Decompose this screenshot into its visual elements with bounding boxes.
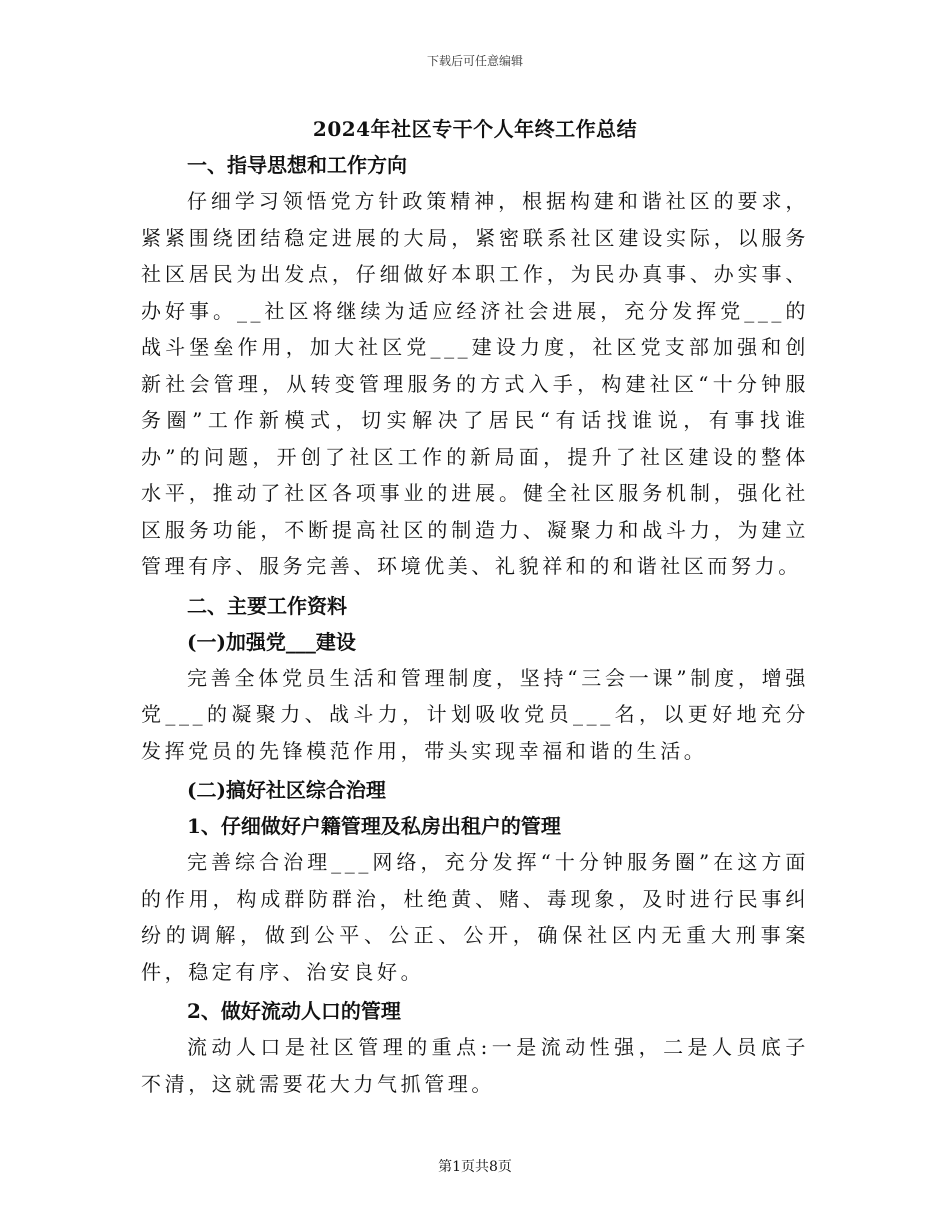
paragraph: 仔细学习领悟党方针政策精神，根据构建和谐社区的要求，紧紧围绕团结稳定进展的大局，紧密联系社区建设实际，以服务社区居民为出发点，仔细做好本职工作，为民办真事、办实事、办好事。__社区将继续为适应经济社会进展，充分发挥党___的战斗堡垒作用，加大社区党___建设力度，社区党支部加强和创新社会管理，从转变管理服务的方式入手，构建社区“十分钟服务圈”工作新模式，切实解决了居民“有话找谁说，有事找谁办”的问题，开创了社区工作的新局面，提升了社区建设的整体水平，推动了社区各项事业的进展。健全社区服务机制，强化社区服务功能，不断提高社区的制造力、凝聚力和战斗力，为建立管理有序、服务完善、环境优美、礼貌祥和的和谐社区而努力。: [141, 189, 809, 578]
paragraph: 完善全体党员生活和管理制度，坚持“三会一课”制度，增强党___的凝聚力、战斗力，计划吸收党员___名，以更好地充分发挥党员的先锋模范作用，带头实现幸福和谐的生活。: [141, 665, 809, 763]
page-title: 2024年社区专干个人年终工作总结: [312, 117, 638, 141]
paragraph: 流动人口是社区管理的重点:一是流动性强，二是人员底子不清，这就需要花大力气抓管理。: [141, 1035, 809, 1096]
document-body: [141, 111, 809, 1102]
section-heading: 二、主要工作资料: [187, 593, 347, 618]
page-footer: 第1页共8页: [438, 1159, 512, 1175]
header-note: 下载后可任意编辑: [426, 54, 523, 68]
section-heading: 一、指导思想和工作方向: [187, 153, 407, 177]
subsection-heading: 2、做好流动人口的管理: [187, 999, 401, 1023]
subsection-heading: (二)搞好社区综合治理: [187, 778, 386, 802]
paragraph: 完善综合治理___网络，充分发挥“十分钟服务圈”在这方面的作用，构成群防群治，杜绝黄、赌、毒现象，及时进行民事纠纷的调解，做到公平、公正、公开，确保社区内无重大刑事案件，稳定有序、治安良好。: [141, 850, 809, 984]
subsection-heading: (一)加强党___建设: [187, 629, 356, 654]
subsection-heading: 1、仔细做好户籍管理及私房出租户的管理: [187, 814, 561, 838]
